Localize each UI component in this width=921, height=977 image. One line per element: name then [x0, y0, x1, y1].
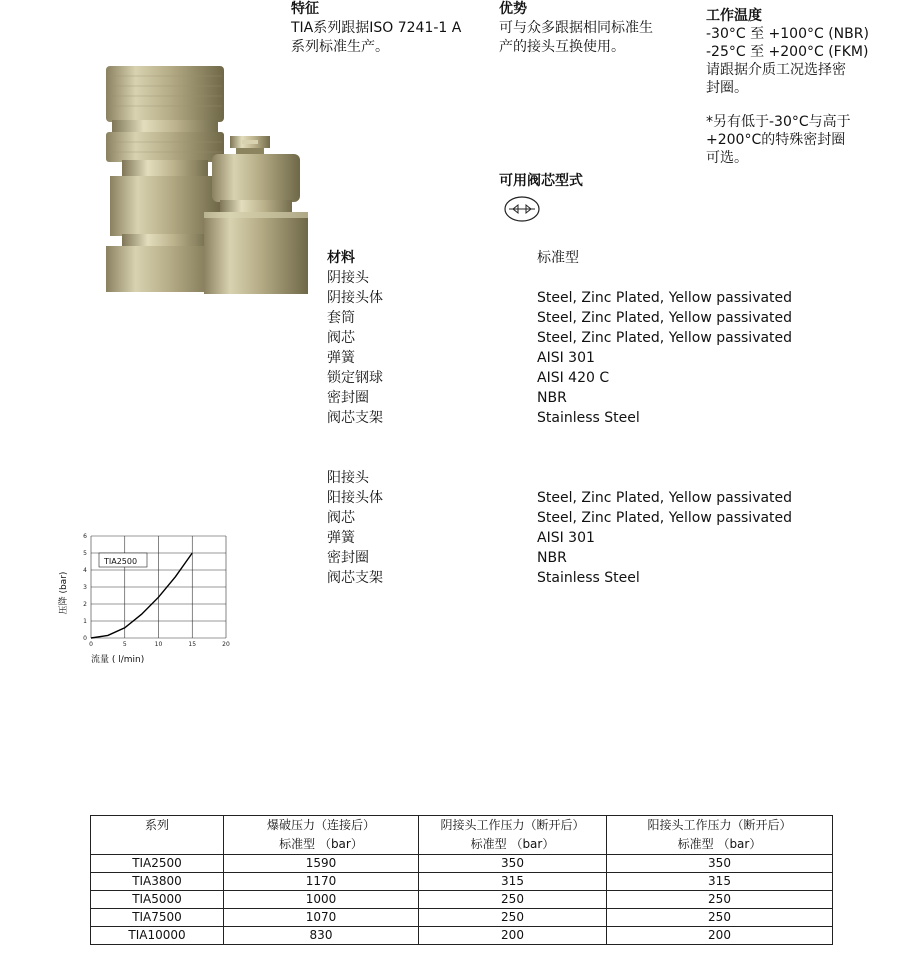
table-cell: 1070: [224, 909, 419, 927]
advantage-title: 优势: [499, 1, 527, 17]
male-material: Steel, Zinc Plated, Yellow passivated: [537, 510, 793, 526]
coupling-product-image: [104, 66, 310, 298]
temperature-block: [706, 7, 869, 167]
male-part: 弹簧: [327, 530, 355, 546]
valve-types-block: [499, 172, 583, 191]
table-cell: TIA7500: [91, 909, 224, 927]
table-cell: 350: [419, 855, 607, 873]
table-row: [91, 891, 833, 909]
pressure-drop-chart: [56, 526, 242, 676]
temperature-line-2: -25°C 至 +200°C (FKM): [706, 44, 869, 60]
male-part: 密封圈: [327, 550, 369, 566]
temperature-line-1: -30°C 至 +100°C (NBR): [706, 26, 869, 42]
temperature-title: 工作温度: [706, 8, 762, 24]
table-cell: TIA3800: [91, 873, 224, 891]
table-cell: 250: [419, 909, 607, 927]
table-cell: 250: [607, 909, 833, 927]
y-tick-label: 2: [83, 601, 87, 608]
female-part: 阀芯支架: [327, 410, 383, 426]
table-row: [91, 909, 833, 927]
male-title: 阳接头: [327, 470, 369, 486]
valve-types-title: 可用阀芯型式: [499, 173, 583, 189]
female-part: 阴接头体: [327, 290, 383, 306]
header-series: 系列: [91, 816, 224, 855]
header-male-pressure: 阳接头工作压力（断开后） 标准型 （bar）: [607, 816, 833, 855]
table-cell: TIA5000: [91, 891, 224, 909]
table-cell: 250: [607, 891, 833, 909]
temperature-line-4: 封圈。: [706, 80, 748, 96]
female-material: AISI 301: [537, 350, 595, 366]
y-tick-label: 6: [83, 533, 87, 540]
table-row: [91, 873, 833, 891]
table-cell: 315: [419, 873, 607, 891]
male-material: NBR: [537, 550, 567, 566]
header-burst-pressure: 爆破压力（连接后） 标准型 （bar）: [224, 816, 419, 855]
x-tick-label: 20: [222, 641, 230, 648]
table-header-row: [91, 816, 833, 855]
x-tick-label: 0: [89, 641, 93, 648]
female-material: AISI 420 C: [537, 370, 610, 386]
materials-parts-column: [327, 248, 383, 588]
female-part: 锁定钢球: [327, 370, 383, 386]
table-cell: 200: [419, 927, 607, 945]
female-material: Steel, Zinc Plated, Yellow passivated: [537, 330, 793, 346]
table-cell: 1000: [224, 891, 419, 909]
y-tick-label: 4: [83, 567, 87, 574]
male-material: Stainless Steel: [537, 570, 640, 586]
features-title: 特征: [291, 1, 319, 17]
male-part: 阀芯支架: [327, 570, 383, 586]
y-tick-label: 0: [83, 635, 87, 642]
y-axis-label: 压降 (bar): [59, 571, 69, 615]
male-part: 阳接头体: [327, 490, 383, 506]
advantage-line-2: 产的接头互换使用。: [499, 39, 625, 55]
advantage-block: [499, 0, 653, 57]
x-axis-label: 流量 ( l/min): [91, 655, 145, 665]
female-material: Steel, Zinc Plated, Yellow passivated: [537, 310, 793, 326]
table-cell: 350: [607, 855, 833, 873]
female-part: 弹簧: [327, 350, 355, 366]
x-tick-label: 15: [188, 641, 197, 648]
table-cell: 830: [224, 927, 419, 945]
female-material: Stainless Steel: [537, 410, 640, 426]
temperature-note-2: +200°C的特殊密封圈: [706, 132, 846, 148]
table-cell: 200: [607, 927, 833, 945]
y-tick-label: 3: [83, 584, 87, 591]
standard-title: 标准型: [537, 250, 579, 266]
temperature-note-3: 可选。: [706, 150, 748, 166]
female-part: 密封圈: [327, 390, 369, 406]
features-line-1: TIA系列跟据ISO 7241-1 A: [291, 20, 462, 36]
features-line-2: 系列标准生产。: [291, 39, 389, 55]
table-row: [91, 927, 833, 945]
x-tick-label: 10: [154, 641, 163, 648]
female-material: Steel, Zinc Plated, Yellow passivated: [537, 290, 793, 306]
advantage-line-1: 可与众多跟据相同标准生: [499, 20, 653, 36]
legend-label: TIA2500: [104, 557, 138, 566]
pressure-table: [90, 815, 833, 945]
female-title: 阴接头: [327, 270, 369, 286]
materials-title: 材料: [327, 250, 355, 266]
features-block: [291, 0, 461, 57]
female-part: 套筒: [327, 310, 355, 326]
table-cell: 315: [607, 873, 833, 891]
materials-values-column: [537, 248, 792, 588]
male-material: Steel, Zinc Plated, Yellow passivated: [537, 490, 793, 506]
female-part: 阀芯: [327, 330, 355, 346]
table-cell: 1590: [224, 855, 419, 873]
female-material: NBR: [537, 390, 567, 406]
table-row: [91, 855, 833, 873]
poppet-valve-icon: [503, 195, 541, 223]
table-cell: TIA10000: [91, 927, 224, 945]
x-tick-label: 5: [122, 641, 127, 648]
y-tick-label: 5: [83, 550, 87, 557]
temperature-line-3: 请跟据介质工况选择密: [706, 62, 846, 78]
temperature-note-1: *另有低于-30°C与高于: [706, 114, 851, 130]
table-cell: TIA2500: [91, 855, 224, 873]
y-tick-label: 1: [83, 618, 87, 625]
table-cell: 1170: [224, 873, 419, 891]
male-material: AISI 301: [537, 530, 595, 546]
table-cell: 250: [419, 891, 607, 909]
header-female-pressure: 阴接头工作压力（断开后） 标准型 （bar）: [419, 816, 607, 855]
male-part: 阀芯: [327, 510, 355, 526]
